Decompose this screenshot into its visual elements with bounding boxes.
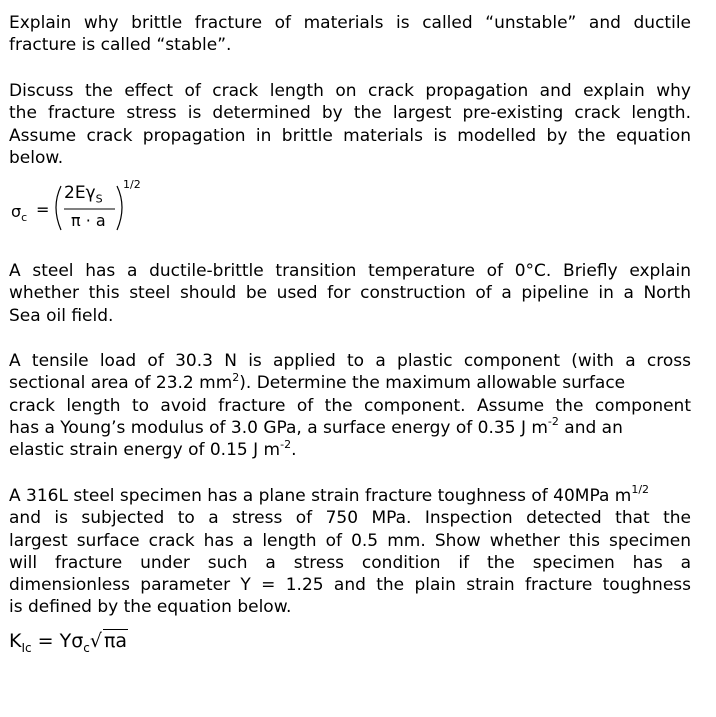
radicand: πa xyxy=(103,630,128,652)
q1-line-2: fracture is called “stable”. xyxy=(9,35,232,56)
equation-numerator: $2E\gamma_S$ xyxy=(64,183,103,206)
q2-line-1: Discuss the effect of crack length on crack propagation and explain why xyxy=(9,81,691,101)
question-5 xyxy=(9,485,691,619)
equation-power: 1/2 xyxy=(123,178,141,191)
q4-line-3: crack length to avoid fracture of the component. Assume the component xyxy=(9,395,691,416)
q4-line-1: A tensile load of 30.3 N is applied to a plastic component (with a cross xyxy=(9,351,691,371)
q5-line-6: is defined by the equation below. xyxy=(9,597,292,618)
question-2 xyxy=(9,80,691,169)
q4-line-4: has a Young’s modulus of 3.0 GPa, a surface energy of 0.35 J $m^{-2}$ and an xyxy=(9,415,623,438)
q3-line-3: Sea oil field. xyxy=(9,305,114,326)
question-1 xyxy=(9,12,691,57)
question-4 xyxy=(9,350,691,461)
q5-line-2: and is subjected to a stress of 750 MPa. Inspection detected that the xyxy=(9,508,691,529)
q5-line-4: will fracture under such a stress condition if the specimen has a xyxy=(9,552,691,573)
q5-line-1: A 316L steel specimen has a plane strain fracture toughness of 40MPa $m^{1/2}$ xyxy=(9,483,650,506)
q3-line-1: A steel has a ductile-brittle transition temperature of 0°C. Briefly explain xyxy=(9,261,691,281)
q2-line-3: Assume crack propagation in brittle materials is modelled by the equation xyxy=(9,125,691,146)
q3-line-2: whether this steel should be used for construction of a pipeline in a North xyxy=(9,283,691,304)
fracture-toughness-equation: $K_{Ic} = Y\sigma_c√$ πa xyxy=(9,630,128,655)
equals-sign: = xyxy=(36,200,50,219)
q2-line-4: below. xyxy=(9,147,64,168)
question-3 xyxy=(9,260,691,327)
equation-denominator: π · a xyxy=(71,211,106,230)
q4-line-2: sectional area of 23.2 $mm^2$). Determine the maximum allowable surface xyxy=(9,370,626,394)
sqrt-symbol: √ xyxy=(89,630,102,652)
fracture-stress-equation xyxy=(9,178,209,238)
q2-line-2: the fracture stress is determined by the largest pre-existing crack length. xyxy=(9,103,691,124)
q5-line-3: largest surface crack has a length of 0.5 mm. Show whether this specimen xyxy=(9,530,691,551)
sigma-c: $\sigma_c$ xyxy=(11,202,28,225)
q1-line-1: Explain why brittle fracture of materials is called “unstable” and ductile xyxy=(9,13,691,33)
q4-line-5: elastic strain energy of 0.15 J $m^{-2}$. xyxy=(9,437,297,461)
q5-line-5: dimensionless parameter Y = 1.25 and the plain strain fracture toughness xyxy=(9,575,691,596)
